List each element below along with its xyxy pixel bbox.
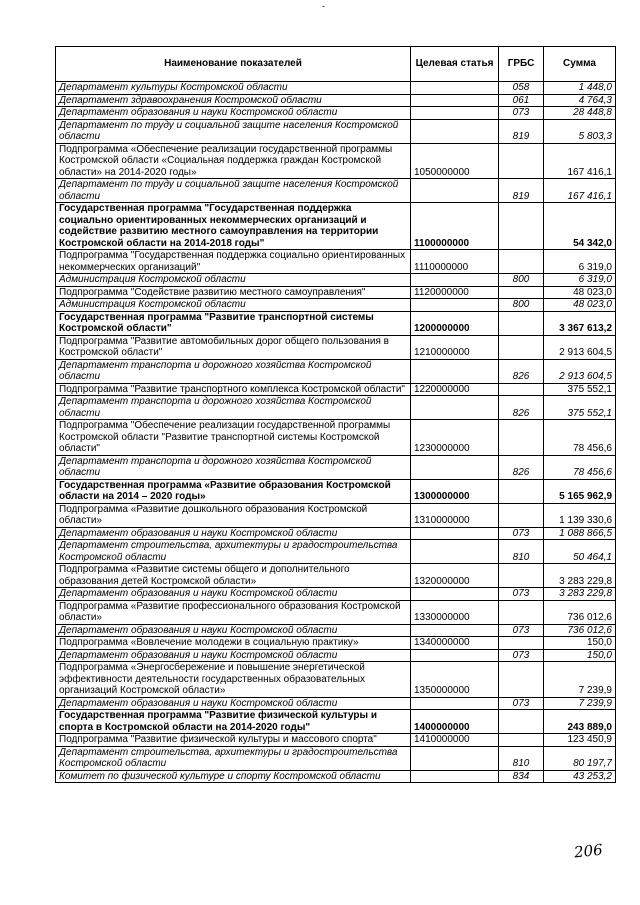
table-body — [56, 82, 616, 783]
table-row — [56, 662, 616, 698]
row-grbs — [499, 503, 544, 527]
row-sum: 375 552,1 — [544, 383, 616, 396]
row-name: Департамент по труду и социальной защите населения Костромской области — [56, 179, 411, 203]
row-name: Подпрограмма «Развитие системы общего и дополнительного образования детей Костромской области» — [56, 564, 411, 588]
row-sum: 243 889,0 — [544, 710, 616, 734]
table-row — [56, 179, 616, 203]
top-mark: - — [322, 1, 325, 11]
row-grbs: 819 — [499, 119, 544, 143]
table-row — [56, 770, 616, 783]
row-target-article — [411, 540, 499, 564]
row-target-article: 1100000000 — [411, 203, 499, 250]
row-sum: 2 913 604,5 — [544, 335, 616, 359]
row-name: Подпрограмма «Энергосбережение и повышение энергетической эффективности деятельности государственных образовательных организаций Костромской области» — [56, 662, 411, 698]
row-grbs: 061 — [499, 94, 544, 107]
table-row — [56, 649, 616, 662]
row-name: Департамент культуры Костромской области — [56, 82, 411, 95]
row-grbs — [499, 600, 544, 624]
row-target-article: 1410000000 — [411, 734, 499, 747]
row-sum: 3 283 229,8 — [544, 588, 616, 601]
row-name: Государственная программа "Развитие физической культуры и спорта в Костромской области на 2014-2020 годы" — [56, 710, 411, 734]
table-row — [56, 299, 616, 312]
header-name: Наименование показателей — [56, 47, 411, 82]
row-sum: 7 239,9 — [544, 662, 616, 698]
row-target-article — [411, 179, 499, 203]
row-name: Подпрограмма «Обеспечение реализации государственной программы Костромской области «Социальная поддержка граждан Костромской области» на 2014-2020 годы» — [56, 143, 411, 179]
row-sum: 2 913 604,5 — [544, 359, 616, 383]
row-sum: 1 139 330,6 — [544, 503, 616, 527]
row-grbs: 073 — [499, 107, 544, 120]
row-target-article — [411, 649, 499, 662]
row-name: Комитет по физической культуре и спорту Костромской области — [56, 770, 411, 783]
row-target-article: 1110000000 — [411, 250, 499, 274]
row-target-article — [411, 119, 499, 143]
row-grbs — [499, 311, 544, 335]
row-grbs: 800 — [499, 299, 544, 312]
row-name: Департамент образования и науки Костромской области — [56, 527, 411, 540]
row-grbs: 834 — [499, 770, 544, 783]
row-name: Департамент образования и науки Костромской области — [56, 588, 411, 601]
table-row — [56, 383, 616, 396]
row-sum: 54 342,0 — [544, 203, 616, 250]
table-row — [56, 311, 616, 335]
table-row — [56, 359, 616, 383]
row-grbs: 826 — [499, 396, 544, 420]
row-grbs — [499, 335, 544, 359]
row-target-article: 1200000000 — [411, 311, 499, 335]
row-name: Подпрограмма "Развитие физической культуры и массового спорта" — [56, 734, 411, 747]
table-row — [56, 746, 616, 770]
row-sum: 50 464,1 — [544, 540, 616, 564]
row-name: Департамент образования и науки Костромской области — [56, 649, 411, 662]
row-grbs — [499, 637, 544, 650]
table-row — [56, 710, 616, 734]
row-grbs: 073 — [499, 649, 544, 662]
row-sum: 3 367 613,2 — [544, 311, 616, 335]
table-row — [56, 455, 616, 479]
row-grbs: 819 — [499, 179, 544, 203]
table-row — [56, 250, 616, 274]
row-target-article: 1340000000 — [411, 637, 499, 650]
row-target-article: 1320000000 — [411, 564, 499, 588]
table-row — [56, 734, 616, 747]
row-sum: 43 253,2 — [544, 770, 616, 783]
row-name: Государственная программа "Развитие транспортной системы Костромской области" — [56, 311, 411, 335]
row-sum: 3 283 229,8 — [544, 564, 616, 588]
row-sum: 1 448,0 — [544, 82, 616, 95]
table-row — [56, 503, 616, 527]
row-grbs: 073 — [499, 624, 544, 637]
row-sum: 6 319,0 — [544, 274, 616, 287]
row-sum: 1 088 866,5 — [544, 527, 616, 540]
row-target-article — [411, 299, 499, 312]
row-name: Государственная программа "Государственная поддержка социально ориентированных некоммерческих организаций и содействие развитию местного самоуправления на территории Костромской области на 2014-2018 годы" — [56, 203, 411, 250]
table-row — [56, 107, 616, 120]
row-name: Департамент образования и науки Костромской области — [56, 697, 411, 710]
row-sum: 7 239,9 — [544, 697, 616, 710]
table-row — [56, 143, 616, 179]
row-grbs — [499, 383, 544, 396]
table-row — [56, 396, 616, 420]
header-sum: Сумма — [544, 47, 616, 82]
row-name: Департамент транспорта и дорожного хозяйства Костромской области — [56, 359, 411, 383]
row-name: Подпрограмма "Развитие автомобильных дорог общего пользования в Костромской области" — [56, 335, 411, 359]
table-row — [56, 527, 616, 540]
page-number: 206 — [573, 840, 604, 862]
row-name: Департамент по труду и социальной защите населения Костромской области — [56, 119, 411, 143]
row-sum: 5 803,3 — [544, 119, 616, 143]
row-target-article: 1210000000 — [411, 335, 499, 359]
row-sum: 167 416,1 — [544, 179, 616, 203]
row-sum: 48 023,0 — [544, 286, 616, 299]
row-grbs — [499, 710, 544, 734]
row-name: Департамент здравоохранения Костромской области — [56, 94, 411, 107]
table-row — [56, 588, 616, 601]
row-target-article: 1330000000 — [411, 600, 499, 624]
header-grbs: ГРБС — [499, 47, 544, 82]
row-name: Подпрограмма "Содействие развитию местного самоуправления" — [56, 286, 411, 299]
row-sum: 736 012,6 — [544, 624, 616, 637]
row-grbs — [499, 564, 544, 588]
table-row — [56, 335, 616, 359]
table-row — [56, 479, 616, 503]
table-row — [56, 564, 616, 588]
row-target-article: 1310000000 — [411, 503, 499, 527]
row-grbs: 810 — [499, 540, 544, 564]
row-sum: 150,0 — [544, 649, 616, 662]
table-row — [56, 624, 616, 637]
row-target-article — [411, 107, 499, 120]
row-target-article: 1120000000 — [411, 286, 499, 299]
row-sum: 5 165 962,9 — [544, 479, 616, 503]
row-sum: 78 456,6 — [544, 455, 616, 479]
row-grbs: 073 — [499, 588, 544, 601]
row-target-article: 1050000000 — [411, 143, 499, 179]
row-name: Департамент строительства, архитектуры и градостроительства Костромской области — [56, 746, 411, 770]
table-row — [56, 82, 616, 95]
row-sum: 375 552,1 — [544, 396, 616, 420]
table-row — [56, 540, 616, 564]
row-target-article — [411, 527, 499, 540]
row-name: Подпрограмма «Вовлечение молодежи в социальную практику» — [56, 637, 411, 650]
row-name: Администрация Костромской области — [56, 299, 411, 312]
row-sum: 123 450,9 — [544, 734, 616, 747]
row-grbs: 826 — [499, 359, 544, 383]
row-target-article — [411, 396, 499, 420]
row-name: Подпрограмма "Обеспечение реализации государственной программы Костромской области "Развитие транспортной системы Костромской области" — [56, 420, 411, 456]
row-grbs: 073 — [499, 527, 544, 540]
row-grbs: 073 — [499, 697, 544, 710]
row-name: Департамент образования и науки Костромской области — [56, 624, 411, 637]
row-sum: 4 764,3 — [544, 94, 616, 107]
row-grbs: 810 — [499, 746, 544, 770]
table-row — [56, 637, 616, 650]
row-grbs — [499, 250, 544, 274]
budget-table — [55, 46, 616, 783]
row-target-article: 1230000000 — [411, 420, 499, 456]
row-sum: 167 416,1 — [544, 143, 616, 179]
header-target-article: Целевая статья — [411, 47, 499, 82]
table-row — [56, 94, 616, 107]
row-grbs — [499, 734, 544, 747]
row-target-article — [411, 274, 499, 287]
row-name: Подпрограмма "Государственная поддержка социально ориентированных некоммерческих организаций" — [56, 250, 411, 274]
row-target-article: 1350000000 — [411, 662, 499, 698]
row-grbs: 826 — [499, 455, 544, 479]
row-target-article — [411, 359, 499, 383]
row-name: Департамент транспорта и дорожного хозяйства Костромской области — [56, 455, 411, 479]
header-row — [56, 47, 616, 82]
row-sum: 48 023,0 — [544, 299, 616, 312]
row-name: Подпрограмма "Развитие транспортного комплекса Костромской области" — [56, 383, 411, 396]
row-target-article — [411, 82, 499, 95]
row-target-article — [411, 697, 499, 710]
row-sum: 736 012,6 — [544, 600, 616, 624]
row-name: Администрация Костромской области — [56, 274, 411, 287]
row-target-article — [411, 770, 499, 783]
table-row — [56, 697, 616, 710]
row-name: Подпрограмма «Развитие дошкольного образования Костромской области» — [56, 503, 411, 527]
row-grbs — [499, 286, 544, 299]
row-name: Департамент транспорта и дорожного хозяйства Костромской области — [56, 396, 411, 420]
table-row — [56, 420, 616, 456]
row-target-article — [411, 455, 499, 479]
table-row — [56, 274, 616, 287]
row-target-article: 1300000000 — [411, 479, 499, 503]
row-target-article: 1400000000 — [411, 710, 499, 734]
row-sum: 78 456,6 — [544, 420, 616, 456]
table-row — [56, 119, 616, 143]
table-row — [56, 203, 616, 250]
row-grbs: 058 — [499, 82, 544, 95]
table-row — [56, 600, 616, 624]
row-sum: 80 197,7 — [544, 746, 616, 770]
row-sum: 28 448,8 — [544, 107, 616, 120]
row-name: Подпрограмма «Развитие профессионального образования Костромской области» — [56, 600, 411, 624]
row-name: Департамент строительства, архитектуры и градостроительства Костромской области — [56, 540, 411, 564]
row-grbs — [499, 662, 544, 698]
row-target-article — [411, 746, 499, 770]
row-grbs: 800 — [499, 274, 544, 287]
row-target-article — [411, 624, 499, 637]
row-grbs — [499, 479, 544, 503]
table-header — [56, 47, 616, 82]
row-grbs — [499, 203, 544, 250]
table-row — [56, 286, 616, 299]
row-grbs — [499, 420, 544, 456]
row-target-article — [411, 588, 499, 601]
row-name: Государственная программа «Развитие образования Костромской области на 2014 – 2020 годы» — [56, 479, 411, 503]
row-grbs — [499, 143, 544, 179]
row-name: Департамент образования и науки Костромской области — [56, 107, 411, 120]
row-sum: 150,0 — [544, 637, 616, 650]
row-target-article: 1220000000 — [411, 383, 499, 396]
row-sum: 6 319,0 — [544, 250, 616, 274]
row-target-article — [411, 94, 499, 107]
